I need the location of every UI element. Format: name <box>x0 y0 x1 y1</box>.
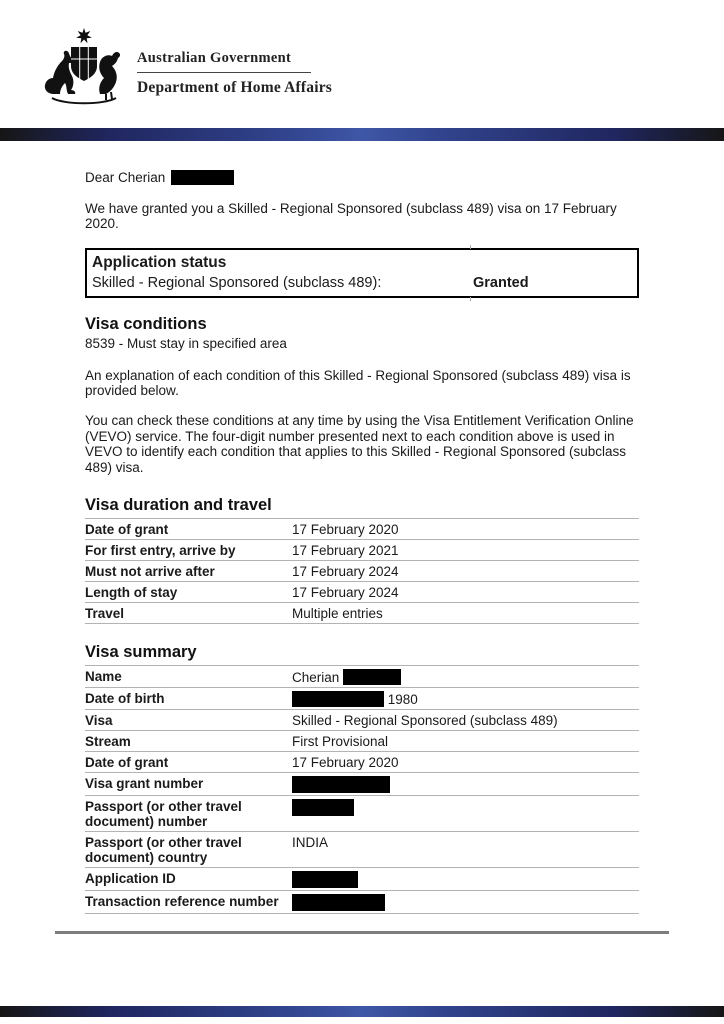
application-status-row <box>87 274 637 296</box>
shield-icon <box>71 47 97 81</box>
row-value <box>292 669 639 685</box>
kangaroo-icon <box>45 51 75 94</box>
row-label: Transaction reference number <box>85 893 279 909</box>
redaction-box <box>171 170 234 185</box>
table-row <box>85 751 639 772</box>
agency-name: Australian Government <box>137 50 292 66</box>
department-name: Department of Home Affairs <box>137 79 333 96</box>
table-row <box>85 730 639 751</box>
conditions-explanation: An explanation of each condition of this Skilled - Regional Sponsored (subclass 489) visa is provided below. <box>85 367 631 399</box>
table-row <box>85 665 639 687</box>
application-status-label: Skilled - Regional Sponsored (subclass 489): <box>92 274 382 291</box>
row-label: Passport (or other travel document) number <box>85 798 242 829</box>
redaction-box <box>343 669 401 685</box>
row-value <box>292 871 639 888</box>
row-value: 17 February 2020 <box>292 754 399 770</box>
row-value: Multiple entries <box>292 605 383 621</box>
row-label: Date of grant <box>85 754 169 770</box>
application-status-value: Granted <box>473 274 529 291</box>
name-value: Cherian <box>292 669 340 685</box>
redaction-box <box>292 691 384 707</box>
table-row <box>85 581 639 602</box>
redaction-box <box>292 776 390 793</box>
row-label: Must not arrive after <box>85 563 215 579</box>
table-row <box>85 772 639 795</box>
table-row <box>85 560 639 581</box>
table-row <box>85 602 639 623</box>
row-value: 17 February 2024 <box>292 584 399 600</box>
redaction-box <box>292 799 354 816</box>
table-row <box>85 539 639 560</box>
letter-body <box>85 170 639 914</box>
row-value: 17 February 2024 <box>292 563 399 579</box>
application-status-title: Application status <box>92 253 227 271</box>
footer-band <box>0 1006 724 1017</box>
summary-heading: Visa summary <box>85 643 197 662</box>
application-status-box <box>85 248 639 298</box>
table-row <box>85 687 639 709</box>
table-row <box>85 518 639 539</box>
australian-coat-of-arms-icon <box>40 28 128 106</box>
table-row <box>85 709 639 730</box>
table-row <box>85 831 639 867</box>
emu-icon <box>99 52 120 94</box>
commonwealth-star-icon <box>76 28 92 43</box>
vevo-note: You can check these conditions at any time by using the Visa Entitlement Verification Online (VEVO) service. The four-digit number presented next to each condition above is used in VEVO to identify each condition that applies to this Skilled - Regional Sponsored (subclass 489) visa. <box>85 412 634 475</box>
agency-titles <box>137 50 332 97</box>
row-label: Date of grant <box>85 521 169 537</box>
duration-heading: Visa duration and travel <box>85 496 272 515</box>
row-label: Application ID <box>85 870 176 886</box>
row-label: Stream <box>85 733 131 749</box>
row-value <box>292 776 639 793</box>
row-label: Visa grant number <box>85 775 204 791</box>
duration-table <box>85 518 639 624</box>
birth-year-value: 1980 <box>387 691 418 707</box>
visa-conditions-heading: Visa conditions <box>85 314 207 333</box>
row-value <box>292 799 639 816</box>
row-label: Passport (or other travel document) country <box>85 834 242 865</box>
row-value: First Provisional <box>292 733 389 749</box>
agency-divider <box>137 72 311 73</box>
row-label: Travel <box>85 605 125 621</box>
row-value <box>292 894 639 911</box>
row-value: 17 February 2020 <box>292 521 399 537</box>
salutation <box>85 170 639 186</box>
row-value: 17 February 2021 <box>292 542 399 558</box>
table-row <box>85 890 639 913</box>
table-row <box>85 867 639 890</box>
visa-condition-item: 8539 - Must stay in specified area <box>85 335 287 351</box>
row-label: Date of birth <box>85 690 165 706</box>
row-label: Visa <box>85 712 113 728</box>
header-band <box>0 128 724 141</box>
row-value <box>292 691 639 707</box>
row-label: For first entry, arrive by <box>85 542 236 558</box>
table-row <box>85 795 639 831</box>
footer-divider <box>55 931 669 934</box>
gridline-tick <box>470 245 471 249</box>
row-value: Skilled - Regional Sponsored (subclass 489) <box>292 712 558 728</box>
row-label: Name <box>85 668 122 684</box>
gridline-tick <box>470 297 471 301</box>
summary-table <box>85 665 639 914</box>
salutation-text: Dear Cherian <box>85 170 166 185</box>
row-value: INDIA <box>292 834 329 850</box>
row-label: Length of stay <box>85 584 178 600</box>
redaction-box <box>292 894 385 911</box>
grant-statement: We have granted you a Skilled - Regional Sponsored (subclass 489) visa on 17 February 2020. <box>85 200 617 232</box>
redaction-box <box>292 871 358 888</box>
